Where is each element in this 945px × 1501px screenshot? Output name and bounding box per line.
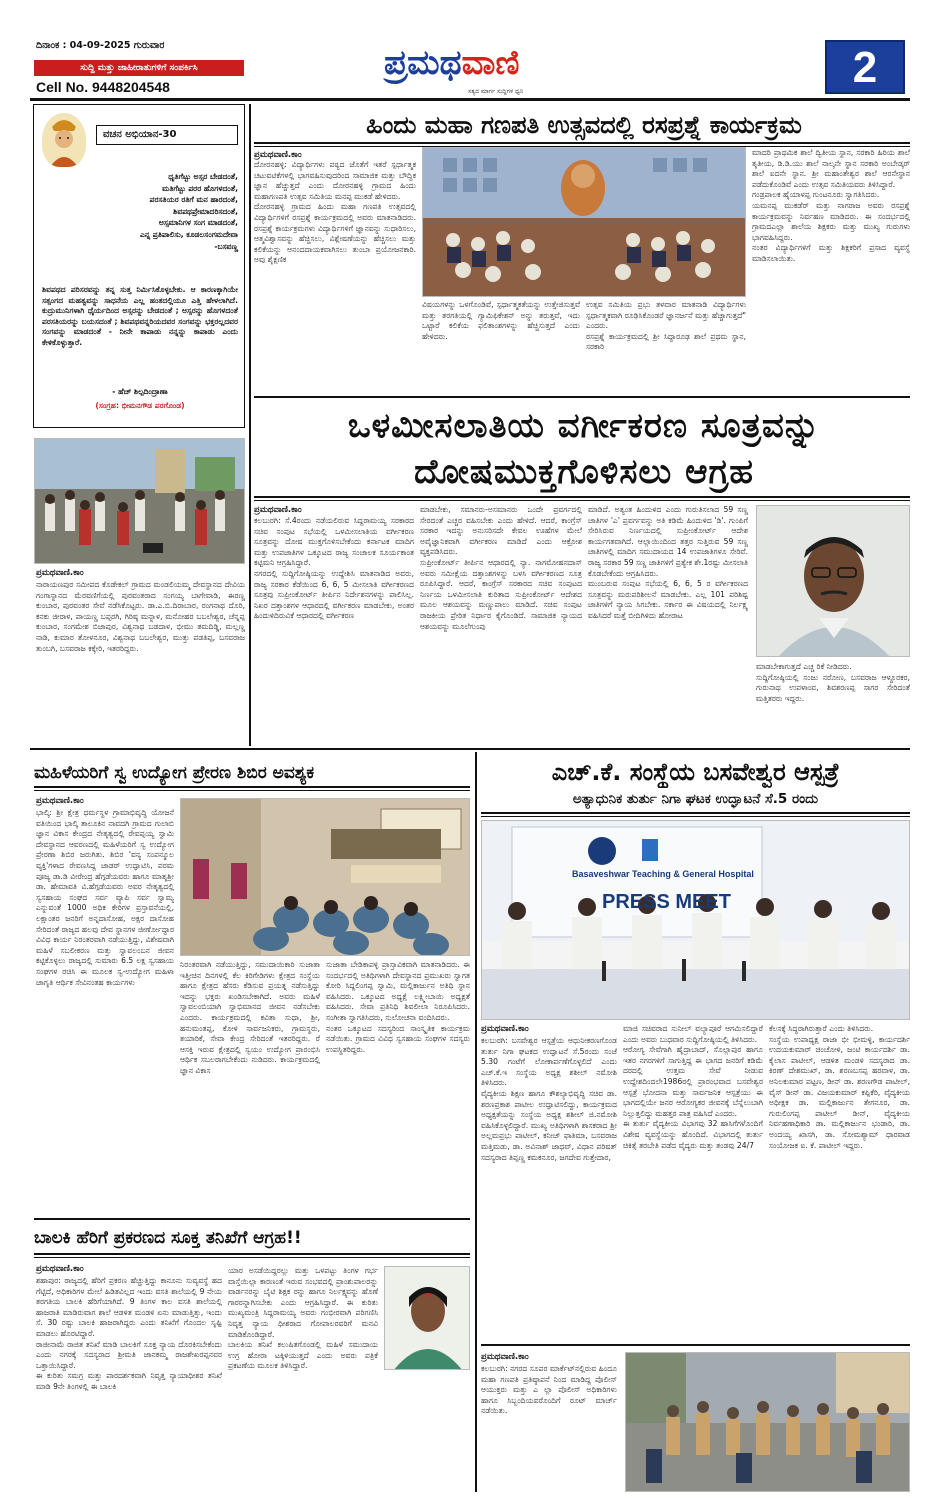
art2-byline: ಪ್ರಮಥವಾಣಿ.ಕಾಂ <box>254 505 302 515</box>
art3-byline: ಪ್ರಮಥವಾಣಿ.ಕಾಂ <box>36 568 84 578</box>
left-column-divider <box>249 104 251 746</box>
art2-headline-line2: ದೋಷಮುಕ್ತಗೊಳಿಸಲು ಆಗ್ರಹ <box>414 452 754 492</box>
art5-rule <box>481 812 910 817</box>
art4-col1: ಭಾಲ್ಕಿ: ಶ್ರೀ ಕ್ಷೇತ್ರ ಧರ್ಮಸ್ಥಳ ಗ್ರಾಮಾಭಿವೃದ್ಧಿ ಯೋಜನೆ ವತಿಯಿಂದ ಭಾಲ್ಕಿ ತಾಲೂಕಿನ ನಾವದಗಿ ಗ್ರಾಮದ ಗುಲಾಬಿ ಜ್ಞಾನ ವಿಕಾಸ ಕೇಂದ್ರದ ನೇತೃತ್ವದಲ್ಲಿ ರೇವಪ್ಪಯ್ಯ ಸ್ವಾಮಿ ದೇವಸ್ಥಾನದ ಆವರಣದಲ್ಲಿ ಮಹಿಳೆಯರಿಗೆ ಸ್ವ ಉದ್ಯೋಗ ಪ್ರೇರಣಾ ಶಿಬಿರ ಜರುಗಿತು. ಶಿಬಿರ 'ವನ್ಯ ಸಂಪನ್ಮೂಲ ವ್ಯಕ್ತಿ'ಗಳಾದ ರೇವಣಸಿದ್ದ ಜಾಡರ್ ಉದ್ಘಾಟಿಸಿ, ಪರಮ ಪೂಜ್ಯ ಡಾ.ಡಿ ವೀರೇಂದ್ರ ಹೆಗ್ಗಡೆಯವರು ಹಾಗೂ ಮಾತೃಶ್ರೀ ಡಾ. ಹೇಮಾವತಿ ವಿ.ಹೆಗ್ಗಡೆಯವರು ಅವರ ನೇತೃತ್ವದಲ್ಲಿ ಸ್ವಸಹಾಯ ಸಂಘದ ಸರ್ವ ವ್ಯಾಪಿ ಸರ್ವ ಸ್ವಾಮ್ಯ ಎನ್ನುವಂತೆ 1000 ಅಧಿಕ ಕೇರಿಗಳ ಪ್ರಸ್ತಾವನೆಯಲ್ಲಿ, ಲಕ್ಷಾಂತರ ಜನರಿಗೆ ಅನ್ನದಾಸೋಹ, ಅಕ್ಷರ ದಾಸೋಹ ಸೇರಿದಂತೆ ರಾಜ್ಯದ ಹಲವು ದೇವ ಸ್ಥಾನಗಳ ಜೀರ್ಣೋದ್ಧಾರ ವಿವಿಧ ಕಾರ್ಯ ನಿರಂತರವಾಗಿ ನಡೆಯುತ್ತಿದ್ದು, ವಿಶೇಷವಾಗಿ ಮಹಿಳೆ ಸಬಲೀಕರಣ ಮತ್ತು ಸ್ವಾವಲಂಬನ ಜೀವನ ಕಟ್ಟಿಕೊಳ್ಳಲು ರಾಜ್ಯದಲ್ಲಿ ಸುಮಾರು 6.5 ಲಕ್ಷ ಸ್ವಸಹಾಯ ಸಂಘಗಳ ರಚಿಸಿ ಈ ಮೂಲಕ ಸ್ವ-ಉದ್ಯೋಗ ಮಹಿಳಾ ಜಾಗೃತಿ ಆರ್ಥಿಕ ಸೇವಿನಂತಹ ಕಾರ್ಯಗಳು <box>36 808 174 987</box>
art5-col1: ಕಲಬುರಗಿ: ಬಸವೇಶ್ವರ ಆಸ್ಪತ್ರೆಯ ಆಧುನೀಕರಣಗೊಂಡ ತುರ್ತು ನಿಗಾ ಘಟಕದ ಉದ್ಘಾಟನೆ ಸೆ.5ರಂದು ಸಂಜೆ 5.30 ಗಂಟೆಗೆ ಲೋಕಾರ್ಪಣೆಗೊಳ್ಳಲಿದೆ ಎಂದು ಎಚ್.ಕೆ.ಇ ಸಂಸ್ಥೆಯ ಅಧ್ಯಕ್ಷ ಶಶೀಲ್ ನಮೋಶಿ ತಿಳಿಸಿದರು. ವೈದ್ಯಕೀಯ ಶಿಕ್ಷಣ ಹಾಗೂ ಕೌಶಲ್ಯಾಭಿವೃದ್ಧಿ ಸಚಿವ ಡಾ. ಶರಣಪ್ರಕಾಶ ಪಾಟೀಲ ಉದ್ಘಾಟಿಸಲಿದ್ದು, ಕಾರ್ಯಕ್ರಮದ ಅಧ್ಯಕ್ಷತೆಯನ್ನು ಸಂಸ್ಥೆಯ ಅಧ್ಯಕ್ಷ ಶಶೀಲ್ ಜಿ.ನಮೋಶಿ ವಹಿಸಿಕೊಳ್ಳಲಿದ್ದಾರೆ. ಮುಖ್ಯ ಅತಿಥಿಗಳಾಗಿ ಶಾಸಕರಾದ ಶ್ರೀ ಅಲ್ಲಮಪ್ರಭು ಪಾಟೀಲ್, ಕನೀಜ್ ಫಾತಿಮಾ, ಬಸವರಾಜ ಮತ್ತಿಮಡು, ಡಾ. ಅವಿನಾಶ್ ಜಾಧವ್, ವಿಧಾನ ಪರಿಷತ್ ಸದಸ್ಯರಾದ ತಿಪ್ಪಣ್ಣ ಕಮಕನೂರ, ಜಗದೇವ ಗುತ್ತೇದಾರ, <box>481 1036 617 1162</box>
art1-photo-ganapati-quiz <box>422 147 746 297</box>
masthead-title-part1: ಪ್ರಮಥ <box>384 43 462 83</box>
art4-byline: ಪ್ರಮಥವಾಣಿ.ಕಾಂ <box>36 796 84 806</box>
art5-photo-banner-text: Basaveshwar Teaching & General Hospital <box>572 869 754 879</box>
masthead-title <box>384 43 520 89</box>
art4-col3: ಸುಜಾತಾ ಬೇಡಿಕಾಪಳ್ಳಿ ಪ್ರಾಸ್ತಾವಿಕವಾಗಿ ಮಾತನಾಡಿದರು. ಈ ಸಂದರ್ಭದಲ್ಲಿ ಅತಿಥಿಗಳಾಗಿ ದೇವಸ್ಥಾನದ ಪ್ರಮುಖರು ಸ್ವಾಗತ ಕೋರಿ ಸಿದ್ದಲಿಂಗಪ್ಪ ಸ್ವಾಮಿ, ಮಲ್ಲಿಕಾರ್ಜುನ ಅತಿಥಿ ಸ್ಥಾನ ವಹಿಸಿದರು. ಒಕ್ಕೂಟದ ಅಧ್ಯಕ್ಷೆ ಲಕ್ಷ್ಮೀಬಾಯಿ ಅಧ್ಯಕ್ಷತೆ ವಹಿಸಿದರು. ಸೇವಾ ಪ್ರತಿನಿಧಿ ಶಿವಲೀಲಾ ನಿರೂಪಿಸಿದರು. ಸಂಗೀತಾ ಸ್ವಾಗತಿಸಿದರು, ಸುಲೋಚನಾ ವಂದಿಸಿದರು. ನಂತರ ಒಕ್ಕೂಟದ ಸದಸ್ಯರಿಂದ ಸಾಂಸ್ಕೃತಿಕ ಕಾರ್ಯಕ್ರಮ ನಡೆಯಿತು. ಗ್ರಾಮದ ವಿವಿಧ ಸ್ವಸಹಾಯ ಸಂಘಗಳ ಸದಸ್ಯರು ಉಪಸ್ಥಿತರಿದ್ದರು. <box>326 960 470 1054</box>
art1-byline: ಪ್ರಮಥವಾಣಿ.ಕಾಂ <box>254 150 302 160</box>
art5-photo-press-text: PRESS MEET <box>602 891 731 913</box>
middle-section-rule <box>30 748 910 750</box>
art3-photo-procession <box>34 438 245 564</box>
art7-byline: ಪ್ರಮಥವಾಣಿ.ಕಾಂ <box>481 1352 529 1362</box>
art5-subheadline: ಅತ್ಯಾಧುನಿಕ ತುರ್ತು ನಿಗಾ ಘಟಕ ಉದ್ಘಾಟನೆ ಸೆ.5 ರಂದು <box>572 791 819 807</box>
contact-banner: ಸುದ್ದಿ ಮತ್ತು ಜಾಹೀರಾತುಗಳಿಗೆ ಸಂಪರ್ಕಿಸಿ <box>34 60 244 76</box>
art6-headline: ಬಾಲಕಿ ಹೆರಿಗೆ ಪ್ರಕರಣದ ಸೂಕ್ತ ತನಿಖೆಗೆ ಆಗ್ರಹ!! <box>34 1228 302 1248</box>
masthead-rule <box>30 98 910 101</box>
art4-bottom-rule <box>34 1218 470 1220</box>
masthead <box>0 0 945 100</box>
art3-text: ನಾರಾಯಣಪುರ ಸಮೀಪದ ಕೊಡೇಕಲ್ ಗ್ರಾಮದ ಮಂಡಲಿಯಮ್ಮ ದೇವಸ್ಥಾನದ ದೇವಿಯ ಗಂಗಾಸ್ನಾನದ ಮೆರವಣಿಗೆಯಲ್ಲಿ ಪುರವಂತರಾದ ಸಂಗಯ್ಯ ಬಾಗೇವಾಡಿ, ಈರಣ್ಣ ಕುಂಬಾರ, ಪುರವಂತರ ಸೇವೆ ನಡೆಸಿಕೊಟ್ಟರು. ಡಾ.ಎ.ಬಿ.ದಿರಾಬಾರ, ರಂಗನಾಥ ದೊರಿ, ಕನಕು ಜೀರಾಳ, ಪಾಯಣ್ಣ ಬಪ್ಪರಗಿ, ಗಿರಿಷ್ಠ ಮನ್ನಾಳ, ಮನೋಹರ ಬಬಲೇಶ್ವರ, ಚೆನ್ನಪ್ಪ ಕುಂಬಾರ, ಸಂಗಮೇಶ ಬಿಜಾಪುರ, ವಿಶ್ವನಾಥ ಬಡದಾಳ, ಭೀಮು ತಮದಿಡ್ಡಿ, ಮಲ್ಲಣ್ಣ ನಾಡಿ, ಕುಮಾರ ತೋಳನೂರ, ವಿಶ್ವನಾಥ ಬಬಲೇಶ್ವರ, ಮುತ್ತು ಪಡತಿಪ್ಪ, ಬಸವರಾಜ ತುಂಬಗಿ, ಬಸವರಾಜ ಕಕ್ಕೇರಿ, ಇತರರಿದ್ದರು. <box>36 580 245 653</box>
art2-col2: ಮಾಡಬೇಕು, ಸಮಾನರು-ಅಸಮಾನರು ಒಂದೇ ಪ್ರವರ್ಗದಲ್ಲಿ ಸೇರದಂತೆ ಎಚ್ಚರ ವಹಿಸಬೇಕು ಎಂದು ಹೇಳಿದೆ. ಆದರೆ, ಕಾಂಗ್ರೆಸ್ ಸರಕಾರ ಇದನ್ನು ಅನುಸರಿಸದೇ ಕೇವಲ ಊಹೆಗಳ ಮೇಲೆ ಅವೈಜ್ಞಾನಿಕವಾಗಿ ವರ್ಗೀಕರಣ ಮಾಡಿದೆ ಎಂದು ಆಕ್ರೋಶ ವ್ಯಕ್ತಪಡಿಸಿದರು. ಸುಪ್ರೀಂಕೋರ್ಟ್ ತೀರ್ಪಿನ ಆಧಾರದಲ್ಲಿ ನ್ಯಾ. ನಾಗಮೋಹನದಾಸ್ ಅವರು ಸಮೀಕ್ಷೆಯ ದತ್ತಾಂಶಗಳನ್ನು ಬಳಸಿ ವರ್ಗೀಕರಣದ ಸೂತ್ರ ರೂಪಿಸಿದ್ದಾರೆ. ಆದರೆ, ಕಾಂಗ್ರೆಸ್ ಸರಕಾರದ ಸಚಿವ ಸಂಪುಟದ ನಿರ್ಣಯ ಒಳಮೀಸಲಾತಿ ಕುರಿತಾದ ಸುಪ್ರೀಂಕೋರ್ಟ್ ಆದೇಶದ ಮೂಲ ಆಶಯವನ್ನು ಮಣ್ಣುಪಾಲು ಮಾಡಿದೆ. ಸಚಿವ ಸಂಪುಟ ರಾಜಕೀಯ ಪ್ರೇರಿತ ನಿರ್ಧಾರ ಕೈಗೊಂಡಿದೆ. ಸಾಮಾಜಿಕ ನ್ಯಾಯದ ಆಶಯವನ್ನು ಮೂಲೆಗುಂಪು <box>420 505 582 631</box>
art1-bottom-rule <box>254 396 910 398</box>
art2-col1: ಕಲಬುರಗಿ: ಸೆ.4ರಂದು ನಡೆಯಲಿರುವ ಸಿದ್ದರಾಮಯ್ಯ ಸರಕಾರದ ಸಚಿವ ಸಂಪುಟ ಸಭೆಯಲ್ಲಿ ಒಳಮೀಸಲಾತಿಯ ವರ್ಗೀಕರಣ ಸೂತ್ರವನ್ನು ದೋಷ ಮುಕ್ತಗೊಳಿಸಬೇಕೆಂದು ಕರ್ನಾಟಕ ಮಾದಿಗ ಮತ್ತು ಉಪಜಾತಿಗಳ ಒಕ್ಕೂಟದ ರಾಜ್ಯ ಸಂಚಾಲಕ ಸೂರ್ಯಕಾಂತ ಕಟ್ಟಿಮನಿ ಆಗ್ರಹಿಸಿದ್ದಾರೆ. ನಗರದಲ್ಲಿ ಸುದ್ದಿಗೋಷ್ಠಿಯನ್ನು ಉದ್ದೇಶಿಸಿ ಮಾತನಾಡಿದ ಅವರು, ರಾಜ್ಯ ಸರಕಾರ ಕೆಡೆಯಿಂದ 6, 6, 5 ಮೀಸಲಾತಿ ವರ್ಗೀಕರಣದ ಸೂತ್ರವು ಸುಪ್ರೀಂಕೋರ್ಟ್ ತೀರ್ಪಿನ ನಿರ್ದೇಶನಗಳನ್ನು ಪಾಲಿಸಿಲ್ಲ. ನಿಖರ ದತ್ತಾಂಶಗಳ ಆಧಾರದಲ್ಲಿ ವರ್ಗೀಕರಣ ಮಾಡಬೇಕು, ಅಂತರ ಹಿಂದುಳಿದಿರುವಿಕೆ ಆಧಾರದಲ್ಲಿ ವರ್ಗೀಕರಣ <box>254 516 414 621</box>
art5-headline: ಎಚ್.ಕೆ. ಸಂಸ್ಥೆಯ ಬಸವೇಶ್ವರ ಆಸ್ಪತ್ರೆ <box>551 758 840 786</box>
art7-photo-route-march <box>625 1352 910 1492</box>
art2-col3: ಮಾಡಿದೆ. ಅತ್ಯಂತ ಹಿಂದುಳಿದ ಎಂದು ಗುರುತಿಸಲಾದ 59 ಸಣ್ಣ ಜಾತಿಗಳ 'ಎ' ಪ್ರವರ್ಗವನ್ನು ಅತಿ ಕಡಿಮೆ ಹಿಂದುಳಿದ 'ಡಿ'. ಗುಂಪಿಗೆ ಸೇರಿಸಿರುವ ನಿರ್ಣಯದಲ್ಲಿ ಸುಪ್ರೀಂಕೋರ್ಟ್ ಆದೇಶ ಕಾರ್ಯಗತವಾಗಿದೆ. ಆಲ್ಲಾಯಿಂದಿಂದ ತತ್ತರ ಸುತ್ತಿರುವ 59 ಸಣ್ಣ ಜಾತಿಗಳಲ್ಲಿ ಮಾದಿಗ ಸಮುದಾಯದ 14 ಉಪಜಾತಿಗಳೂ ಸೇರಿವೆ. ರಾಜ್ಯ ಸರಕಾರ 59 ಸಣ್ಣ ಜಾತಿಗಳಿಗೆ ಪ್ರತ್ಯೇಕ ಶೇ.1ರಷ್ಟು ಮೀಸಲಾತಿ ಕೊಡಬೇಕೆಂದು ಆಗ್ರಹಿಸಿದರು. ಮುಂಬರುವ ಸಂಪುಟ ಸಭೆಯಲ್ಲಿ 6, 6, 5 ರ ವರ್ಗೀಕರಣದ ಸೂತ್ರವನ್ನು ಮರುಪರಿಶೀಲನೆ ಮಾಡಬೇಕು. ಎಲ್ಲ 101 ಪರಿಶಿಷ್ಟ ಜಾತಿಗಳಿಗೆ ನ್ಯಾಯ ಸಿಗಬೇಕು. ಸರ್ಕಾರ ಈ ವಿಷಯದಲ್ಲಿ ನಿರ್ಲಕ್ಷ್ಯ ವಹಿಸಿದರೆ ಮತ್ತೆ ಬೀದಿಗಿಳಿದು ಹೋರಾಟ <box>588 505 748 620</box>
art5-col2: ಮಾಜಿ ಸಚಿವರಾದ ಸುನೀಲ್ ವಲ್ಯಾಪೂರೆ ಆಗಮಿಸಲಿದ್ದಾರೆ ಎಂದು ಅವರು ಬುಧವಾರ ಸುದ್ದಿಗೋಷ್ಠಿಯಲ್ಲಿ ತಿಳಿಸಿದರು. ಆರೋಗ್ಯ ಸೇವೆಗಾಗಿ ಹೈದ್ರಾಬಾದ್, ಸೊಲ್ಲಾಪುರ ಹಾಗೂ ಇತರ ನಗರಗಳಿಗೆ ಸಾಗುತ್ತಿದ್ದ ಈ ಭಾಗದ ಜನರಿಗೆ ಕಡಿಮೆ ದರದಲ್ಲಿ ಉತ್ತಮ ಸೇವೆ ನೀಡುವ ಉದ್ದೇಶದಿಂದಲೇ1986ರಲ್ಲಿ ಪ್ರಾರಂಭವಾದ ಬಸವೇಶ್ವರ ಆಸ್ಪತ್ರೆ ಭೋದನಾ ಮತ್ತು ಸಾರ್ವಜನಿಕ ಆಸ್ಪತ್ರೆಯು ಈ ಭಾಗದಲ್ಲಿಯೇ ಜನರ ಆರೋಗ್ಯಕರ ಜೀವನಕ್ಕೆ ಬೆನ್ನೆಲುಬಾಗಿ ನಿಲ್ಲುತ್ತಲಿದ್ದು ಮಹತ್ತರ ಪಾತ್ರ ವಹಿಸಿದೆ ಎಂದರು. ಈ ತುರ್ತು ವೈದ್ಯಕೀಯ ವಿಭಾಗವು 32 ಹಾಸಿಗೆಗಳೊಂದಿಗೆ ವಿಶೇಷ ವ್ಯವಸ್ಥೆಯನ್ನು ಹೊಂದಿದೆ. ವಿಭಾಗದಲ್ಲಿ ತುರ್ತು ಚಿಕಿತ್ಸೆ ತರಬೇತಿ ಪಡೆದ ವೈದ್ಯರು ಮತ್ತು ತಂಡವು 24/7 <box>623 1024 763 1150</box>
art6-col1: ಶಹಾಪುರ: ರಾಜ್ಯದಲ್ಲಿ ಹೆರಿಗೆ ಪ್ರಕರಣ ಹೆಚ್ಚುತ್ತಿದ್ದು ಕಾನೂನು ಸುವ್ಯವಸ್ಥೆ ಹದ ಗೆಟ್ಟಿದೆ, ಅಧಿಕಾರಿಗಳ ಮೇಲೆ ಹಿಡಿತವಿಲ್ಲದ ಇಂದು ವಸತಿ ಶಾಲೆಯಲ್ಲಿ 9 ನೇಯ ತರಗತಿಯ ಬಾಲಕಿ ಹೆರಿಗೆಯಾಗಿದೆ. 9 ತಿಂಗಳ ಕಾಲ ವಸತಿ ಶಾಲೆಯಲ್ಲಿ ಹಾಜರಾತಿ ಮಾಡಿರುವಾಗ ಶಾಲೆ ಆಡಳಿತ ಮಂಡಳಿ ಏನು ಮಾಡುತ್ತಿತ್ತು, ಇಂದು ಸೆ. 30 ರಷ್ಟು ಬಾಲಕಿ ಹಾಜರಾಗಿದ್ದರು ಎಂದು ತನಿಖೆಗೆ ಗೊಂದಲ ಸೃಷ್ಟಿ ಮಾಡಲು ಹೊರಟಿದ್ದಾರೆ. ರಾಜೀನಾಮೆ ರಾಜಿತ ತನಿಖೆ ಮಾಡಿ ಬಾಲಕಿಗೆ ಸೂಕ್ತ ನ್ಯಾಯ ದೊರಕಿಸಬೇಕೆಂದು ಎಂದು ನಗರಕ್ಕೆ ಸದಸ್ಯರಾದ ಶ್ರೀಮತಿ ಜಾನಕಮ್ಮ ರಾಜಶೇಖರಪ್ಪನವರ ಒತ್ತಾಯಿಸಿದ್ದಾರೆ. ಈ ಕುರಿತು ಸಮಗ್ರ ಮತ್ತು ಪಾರದರ್ಶಕವಾಗಿ ನಿವೃತ್ತ ನ್ಯಾಯಾಧೀಶರ ತನಿಖೆ ಮಾಡಿ 9ನೇ ತಿಂಗಳಲ್ಲಿ ಈ ಬಾಲಕಿ <box>36 1276 222 1391</box>
vachana-poem: ಧೃತಿಗೆಟ್ಟು ಅಸ್ಸರ ಬೇಡದಂತೆ, ಮತಿಗೆಟ್ಟು ಪರರ ಹೊಗಳದಂತೆ, ಪರಸತಿಯರ ರತಿಗೆ ಮನ ಹಾರದಂತೆ, ಶಿವಪಥಪ್ರೇಮಾದರಿಸದಂತೆ, ಅಸ್ಸಮಾನಿಗಳ ಸಂಗ ಮಾಡದಂತೆ, ಎನ್ನ ಪ್ರತಿಪಾಲಿಸು, ಕೂಡಲಸಂಗಮದೇವಾ -ಬಸವಣ್ಣ <box>139 172 238 251</box>
art1-col4: ಮಾದರಿ ಪ್ರಾಥಮಿಕ ಶಾಲೆ ದ್ವಿತೀಯ ಸ್ಥಾನ, ಸರಕಾರಿ ಹಿರಿಯ ಶಾಲೆ ತೃತೀಯ, ಡಿ.ಡಿ.ಯು ಶಾಲೆ ನಾಲ್ಕನೇ ಸ್ಥಾನ ಸರಕಾರಿ ಅಂಬೇಡ್ಕರ್ ಶಾಲೆ ಐದನೇ ಸ್ಥಾನ. ಶ್ರೀ ಮಹಾಂತೇಶ್ವರ ಶಾಲೆ ಆರನೇಸ್ಥಾನ ಪಡೆದುಕೊಂಡಿವೆ ಎಂದು ಉತ್ಸವ ಸಮಿತಿಯವರು ತಿಳಿಸಿದ್ದಾರೆ. ಗಂಡ್ರಪಾಲಕ ಹೈಯಾಳಪ್ಪ ಗುಂಟನೂರು ಸ್ವಾಗತಿಸಿದರು. ಯಮನಪ್ಪ ಮುಕಡೆರ್ ಮತ್ತು ನಾಗರಾಜ ಅವರು ರಸಪ್ರಶ್ನೆ ಕಾರ್ಯಕ್ರಮವನ್ನು ನಿರ್ವಹಣ ಮಾಡಿದರು. ಈ ಸಂದರ್ಭದಲ್ಲಿ ಗ್ರಾಮದಎಲ್ಲಾ ಶಾಲೆಯ ಶಿಕ್ಷಕರು ಮತ್ತು ಮುಖ್ಯ ಗುರುಗಳು ಭಾಗವಹಿಸಿದ್ದರು. ನಂತರ ವಿದ್ಯಾರ್ಥಿಗಳಿಗೆ ಮತ್ತು ಶಿಕ್ಷಕರಿಗೆ ಪ್ರಸಾದ ವ್ಯವಸ್ಥೆ ಮಾಡಿಸಲಾಯಿತು. <box>752 148 910 263</box>
cell-number: Cell No. 9448204548 <box>36 79 170 95</box>
lower-column-divider <box>475 752 477 1492</box>
art4-headline: ಮಹಿಳೆಯರಿಗೆ ಸ್ವ ಉದ್ಯೋಗ ಪ್ರೇರಣ ಶಿಬಿರ ಅವಶ್ಯಕ <box>34 763 315 783</box>
vachana-box <box>33 104 245 428</box>
date-line: ದಿನಾಂಕ : 04-09-2025 ಗುರುವಾರ <box>36 40 165 51</box>
vachana-heading: ವಚನ ಅಭಿಯಾನ-30 <box>96 125 238 145</box>
vachana-compiler: (ಸಂಗ್ರಹ: ಭೀಮನಗೌಡ ಪರಗೊಂಡ) <box>95 401 185 410</box>
masthead-tagline: ಸತ್ಯದ ಮಾರ್ಗ ಸುದ್ದಿಗಳ ಧ್ವನಿ <box>468 88 524 95</box>
art2-rule <box>254 496 910 501</box>
art6-photo-woman <box>384 1266 470 1370</box>
page-number-badge <box>825 40 905 94</box>
art5-photo-press-meet <box>481 820 910 1020</box>
art2-photo-portrait <box>756 505 910 657</box>
art5-col3: ಕೆಲಸಕ್ಕೆ ಸಿದ್ಧರಾಗಿರುತ್ತಾರೆ ಎಂದು ತಿಳಿಸಿದರು. ಸಂಸ್ಥೆಯ ಉಪಾಧ್ಯಕ್ಷ ರಾಜಾ ಭೀ ಭೀಮಳ್ಳಿ, ಕಾರ್ಯದರ್ಶಿ ಉದಯಕುಮಾರ್ ಚಿಂಚೋಳಿ, ಜಂಟಿ ಕಾರ್ಯದರ್ಶಿ ಡಾ. ಕೈಲಾಸ ಪಾಟೀಲ್, ಆಡಳಿತ ಮಂಡಳಿ ಸದಸ್ಯರಾದ ಡಾ. ಕಿರಣ್ ದೇಶಮುಖ್, ಡಾ. ಶರಣಬಸಪ್ಪ ಹರವಾಳ, ಡಾ. ಅನಿಲಕುಮಾರ ಪಟ್ಟಣ, ಡೀನ್ ಡಾ. ಶರಣಗೌಡ ಪಾಟೀಲ್, ವೈಸ್ ಡೀನ್ ಡಾ. ವಿಜಯಕುಮಾರ್ ಕಪ್ಪಿಕೆರಿ, ವೈದ್ಯಕೀಯ ಅಧೀಕ್ಷಕ ಡಾ. ಮಲ್ಲಿಕಾರ್ಜುನ ತೇಗನೂರ, ಡಾ. ಗುರುಲಿಂಗಪ್ಪ ಪಾಟೀಲ್ ಡೀನ್, ವೈದ್ಯಕೀಯ ನಿರ್ವಹಣಾಧಿಕಾರಿ ಡಾ. ಮಲ್ಲಿಕಾರ್ಜುನ ಭಂಡಾರಿ, ಡಾ. ಅಂದಯ್ಯ ಖಾಸಗಿ, ಡಾ. ಸೋಮಶ್ಯಾಮ್ ಧಾರವಾಡ ಸಂಯೋಜಕ ಐ. ಕೆ. ಪಾಟೀಲ್ ಇದ್ದರು. <box>769 1024 910 1150</box>
vachana-signature: - ಹೆಚ್ ಶಿಲ್ಪದಿಂದ್ರಾಣಾ <box>112 387 168 396</box>
art4-col2: ನಿರಂತರವಾಗಿ ನಡೆಯುತ್ತಿದ್ದು, ಸಮುದಾಯಿಕಾರಿ ಸುಜಾತಾ ಇತ್ತೀಚಿನ ದಿನಗಳಲ್ಲಿ ಕೆಲ ಕಿರಿಗೇಡಿಗಳು ಕ್ಷೇತ್ರದ ಸಂಸ್ಥೆಯ ಹಾಗೂ ಕ್ಷೇತ್ರದ ಹೆಸರು ಕೆಡಿಸುವ ಪ್ರಯತ್ನ ನಡೆಸುತ್ತಿದ್ದು ಇದನ್ನು ಭಕ್ತರು ಖಂಡಿಸಬೇಕಾಗಿದೆ. ಅವರು ಮಹಿಳೆ ಸ್ವಾವಲಂಬಿಯಾಗಿ ಸ್ವಾಭಿಮಾನದ ಜೀವನ ನಡೆಸಬೇಕು ಎಂದರು. ಕಾರ್ಯಕ್ರಮದಲ್ಲಿ ಕವಿತಾ ಸುಧಾ, ಶ್ರೀ, ಹನುಮಂತಪ್ಪ, ಕೋಳಿ ಸಾರ್ವಜನಿಕರು, ಗ್ರಾಮಸ್ಥರು, ತಯಾರಿಕೆ, ಸೇವಾ ಕೇಂದ್ರ ಸೇರಿದಂತೆ ಇತರರಿದ್ದರು. ರೆ ಆಸಕ್ತಿ ಇರುವ ಕ್ಷೇತ್ರದಲ್ಲಿ ಸ್ವಯಂ ಉದ್ಯೋಗ ಪ್ರಾರಂಭಿಸಿ ಆರ್ಥಿಕ ಸಬಲರಾಗಬೇಕೆಂದು ನುಡಿದರು. ಕಾರ್ಯಕ್ರಮದಲ್ಲಿ ಜ್ಞಾನ ವಿಕಾಸ <box>180 960 320 1075</box>
art4-rule <box>34 786 470 791</box>
art2-col4: ಮಾಡಬೇಕಾಗುತ್ತದೆ ಎಚ್ಚ ರಿಕೆ ನೀಡಿದರು. ಸುದ್ದಿಗೋಷ್ಠಿಯಲ್ಲಿ ಸಂಜು ನರೋಣ, ಬಸವರಾಜ ಆಳ್ದೂರಕರ, ಗುರುನಾಥ ಉಪಳಾಂವ, ಶಿವಶರಣಪ್ಪ ಸಾಗರ ಸೇರಿದಂತೆ ಮತ್ತಿತರರು ಇದ್ದರು. <box>756 662 910 703</box>
art1-col1: ದೋರನಹಳ್ಳಿ: ವಿದ್ಯಾರ್ಥಿಗಳು ಪಠ್ಯದ ಜೊತೆಗೆ ಇತರೆ ಸ್ಪರ್ಧಾತ್ಮಕ ಚಟುವಟಿಕೆಗಳಲ್ಲಿ ಭಾಗವಹಿಸುವುದರಿಂದ ಸಾಮಾಜಿಕ ಮತ್ತು ಬೌದ್ಧಿಕ ಜ್ಞಾನ ಹೆಚ್ಚುತ್ತದೆ ಎಂದು ದೋರನಹಳ್ಳಿ ಗ್ರಾಮದ ಹಿಂದು ಮಹಾಗಣಪತಿ ಉತ್ಸವ ಸಮಿತಿಯ ಮನಪ್ಪ ಮುಕಡೆ ಹೇಳಿದರು. ದೋರನಹಳ್ಳಿ ಗ್ರಾಮದ ಹಿಂದು ಮಹಾ ಗಣಪತಿ ಉತ್ಸವದಲ್ಲಿ ವಿದ್ಯಾರ್ಥಿಗಳಿಗೆ ರಸಪ್ರಶ್ನೆ ಕಾರ್ಯಕ್ರಮದಲ್ಲಿ ಅವರು ಮಾತನಾಡಿದರು. ರಸಪ್ರಶ್ನೆ ಕಾರ್ಯಕ್ರಮಗಳು ವಿದ್ಯಾರ್ಥಿಗಳಿಗೆ ಜ್ಞಾನವನ್ನು ಸುಧಾರಿಸಲು, ಆತ್ಮವಿಶ್ವಾಸವನ್ನು ಹೆಚ್ಚಿಸಲು, ವಿಶ್ಲೇಷಣೆಯನ್ನು ಹೆಚ್ಚಿಸಲು ಮತ್ತು ಕಲಿಕೆಯನ್ನು ಆನಂದದಾಯಕವಾಗಿಸಲು ತುಂಬಾ ಪ್ರಯೋಜನಕಾರಿ. ಅವು ಶೈಕ್ಷಣಿಕ <box>254 160 416 265</box>
art5-bottom-rule <box>481 1344 910 1346</box>
art6-rule <box>34 1253 470 1258</box>
basavanna-portrait <box>42 113 86 167</box>
art6-byline: ಪ್ರಮಥವಾಣಿ.ಕಾಂ <box>36 1264 84 1274</box>
page-number: 2 <box>852 43 878 92</box>
art4-photo-women-camp <box>180 798 470 956</box>
art1-col3: ಉತ್ಸವ ಸಮಿತಿಯ ಪ್ರಭು ತಳವಾರ ಮಾತನಾಡಿ ವಿದ್ಯಾರ್ಥಿಗಳು ಸ್ಪರ್ಧಾತ್ಮಕವಾಗಿ ರೂಢಿಸಿಕೊಂಡರೆ ಜ್ಞಾನರ್ಜನೆ ಮತ್ತು ಹೆಚ್ಚಾಗುತ್ತದೆ" ಎಂದರು. ರಸಪ್ರಶ್ನೆ ಕಾರ್ಯಕ್ರಮದಲ್ಲಿ ಶ್ರೀ ಸಿದ್ಧಾರೂಢ ಶಾಲೆ ಪ್ರಥಮ ಸ್ಥಾನ, ಸರಕಾರಿ <box>586 300 746 352</box>
vachana-commentary: ಶಿವಪಥದ ಪರಿಸರವನ್ನು ತನ್ನ ಸುತ್ತ ನಿರ್ಮಿಸಿಕೊಳ್ಳಬೇಕು. ಆ ಕಾರಣಕ್ಕಾಗಿಯೇ ಸತ್ಸಂಗದ ಮಹತ್ವವನ್ನು ಸಾಧನೆಯ ಎಲ್ಲ ಹಂತದಲ್ಲಿಯೂ ಎತ್ತಿ ಹೇಳಲಾಗಿದೆ. ಕುದ್ರುಮುನಿಗಳಾಗಿ ಧೈರ್ಯದಿಂದ ಅಸ್ಸರನ್ನು ಬೇಡದಂತೆ ; ಅಸ್ಸರನ್ನು ಹೊಗಳದಂತೆ ಪರಸತಿಯರನ್ನು ಬಯಸದಂತೆ ; ಶಿವಪಥವನ್ನರಿಯದವರ ಸಂಗವನ್ನು ಭಕ್ತರಲ್ಲದವರ ಸಂಗವನ್ನು ಮಾಡದಂತೆ - ನೀನೇ ಕಾಪಾಡು ನನ್ನನ್ನು ಕಾಪಾಡು ಎಂದು ಕೇಳಿಕೊಳ್ಳುತ್ತಾರೆ. <box>42 285 238 347</box>
art6-col2: ಯಾರ ಅಸಡೆಯಿದ್ದರಲ್ಲು ಮತ್ತು ಒಳಪಟ್ಟು ತಿಂಗಳ ಗರ್ಭ ವಾಸ್ತೆಯಿಲ್ಲಾ ಕಾರಣಂತೆ ಇರುವ ಸಂಭವದಲ್ಲಿ ಪ್ರಾಂಶುಪಾಲರನ್ನು ವಾರ್ಡನರನ್ನು ಬೈಟಿ ಶಿಕ್ಷಕ ರನ್ನು ಹಾಗೂ ನಿರ್ಲಕ್ಷ್ಯವನ್ನು ಹೊಣೆ ಗಾರರನ್ನಾಗಿಸಬೇಕು ಎಂದು ಆಗ್ರಹಿಸಿದ್ದಾರೆ. ಈ ಕುರಿತು ಮುಖ್ಯಮಂತ್ರಿ ಸಿದ್ದರಾಮಯ್ಯ ಅವರು ಗಂಭೀರವಾಗಿ ಪರಿಗಣಿಸಿ ನಿವೃತ್ತ ನ್ಯಾಯ ಧೀಶರಾದ ಗೋಪಾಲರವರಿಗೆ ಮನವಿ ಮಾಡಿಕೊಂಡಿದ್ದಾರೆ. ಬಾಲಕಿಯ ತನಿಖೆ ಕಲುಷಿತಗೊಂಡಲ್ಲಿ ಮಹಿಳೆ ಸಮುದಾಯ ಉಗ್ರ ಹೋರಾ ಟಕ್ಕಿಳಿಯುತ್ತದೆ ಎಂದು ಅವರು ಪತ್ರಿಕೆ ಪ್ರಕಟಣೆಯ ಮೂಲಕ ತಿಳಿಸಿದ್ದಾರೆ. <box>228 1266 378 1371</box>
art7-text: ಕಲಬುರಗಿ: ನಗರದ ಸೂಪರ ಮಾರ್ಕೆಟ್‌ನಲ್ಲಿರುವ ಹಿಂದೂ ಮಹಾ ಗಣಪತಿ ಪ್ರತಿಷ್ಠಾಪನೆ ನಿಂದ ಮಾಡಿದ್ದ ಪೊಲೀಸ್ ಆಯುಕ್ತರು ಮತ್ತು ಎ ಲ್ಲಾ ಪೊಲೀಸ್ ಅಧಿಕಾರಿಗಳು ಹಾಗೂ ಸಿಬ್ಬಂದಿಯವರೊಂದಿಗೆ ರೂಟ್ ಮಾರ್ಚ್ ನಡೆಯಿತು. <box>481 1364 617 1416</box>
art5-byline: ಪ್ರಮಥವಾಣಿ.ಕಾಂ <box>481 1024 529 1034</box>
art1-headline: ಹಿಂದು ಮಹಾ ಗಣಪತಿ ಉತ್ಸವದಲ್ಲಿ ರಸಪ್ರಶ್ನೆ ಕಾರ್ಯಕ್ರಮ <box>366 111 802 139</box>
masthead-title-part2: ವಾಣಿ <box>461 43 520 83</box>
art2-headline-line1: ಒಳಮೀಸಲಾತಿಯ ವರ್ಗೀಕರಣ ಸೂತ್ರವನ್ನು <box>347 406 821 446</box>
art1-col2: ವಿಷಯಗಳನ್ನು ಒಳಗೊಂಡಿವೆ, ಸ್ಪರ್ಧಾತ್ಮಕತೆಯನ್ನು ಉತ್ತೇಜಿಸುತ್ತವೆ ಮತ್ತು ತರಗತಿಯಲ್ಲಿ ಗ್ಯಾಮಿಫಿಕೇಶನ್ ಅನ್ನು ತರುತ್ತವೆ, ಇದು ಒಟ್ಟಾರೆ ಕಲಿಕೆಯ ಫಲಿತಾಂಶಗಳನ್ನು ಹೆಚ್ಚಿಸುತ್ತದೆ ಎಂದು ಹೇಳಿದರು. <box>422 300 580 341</box>
